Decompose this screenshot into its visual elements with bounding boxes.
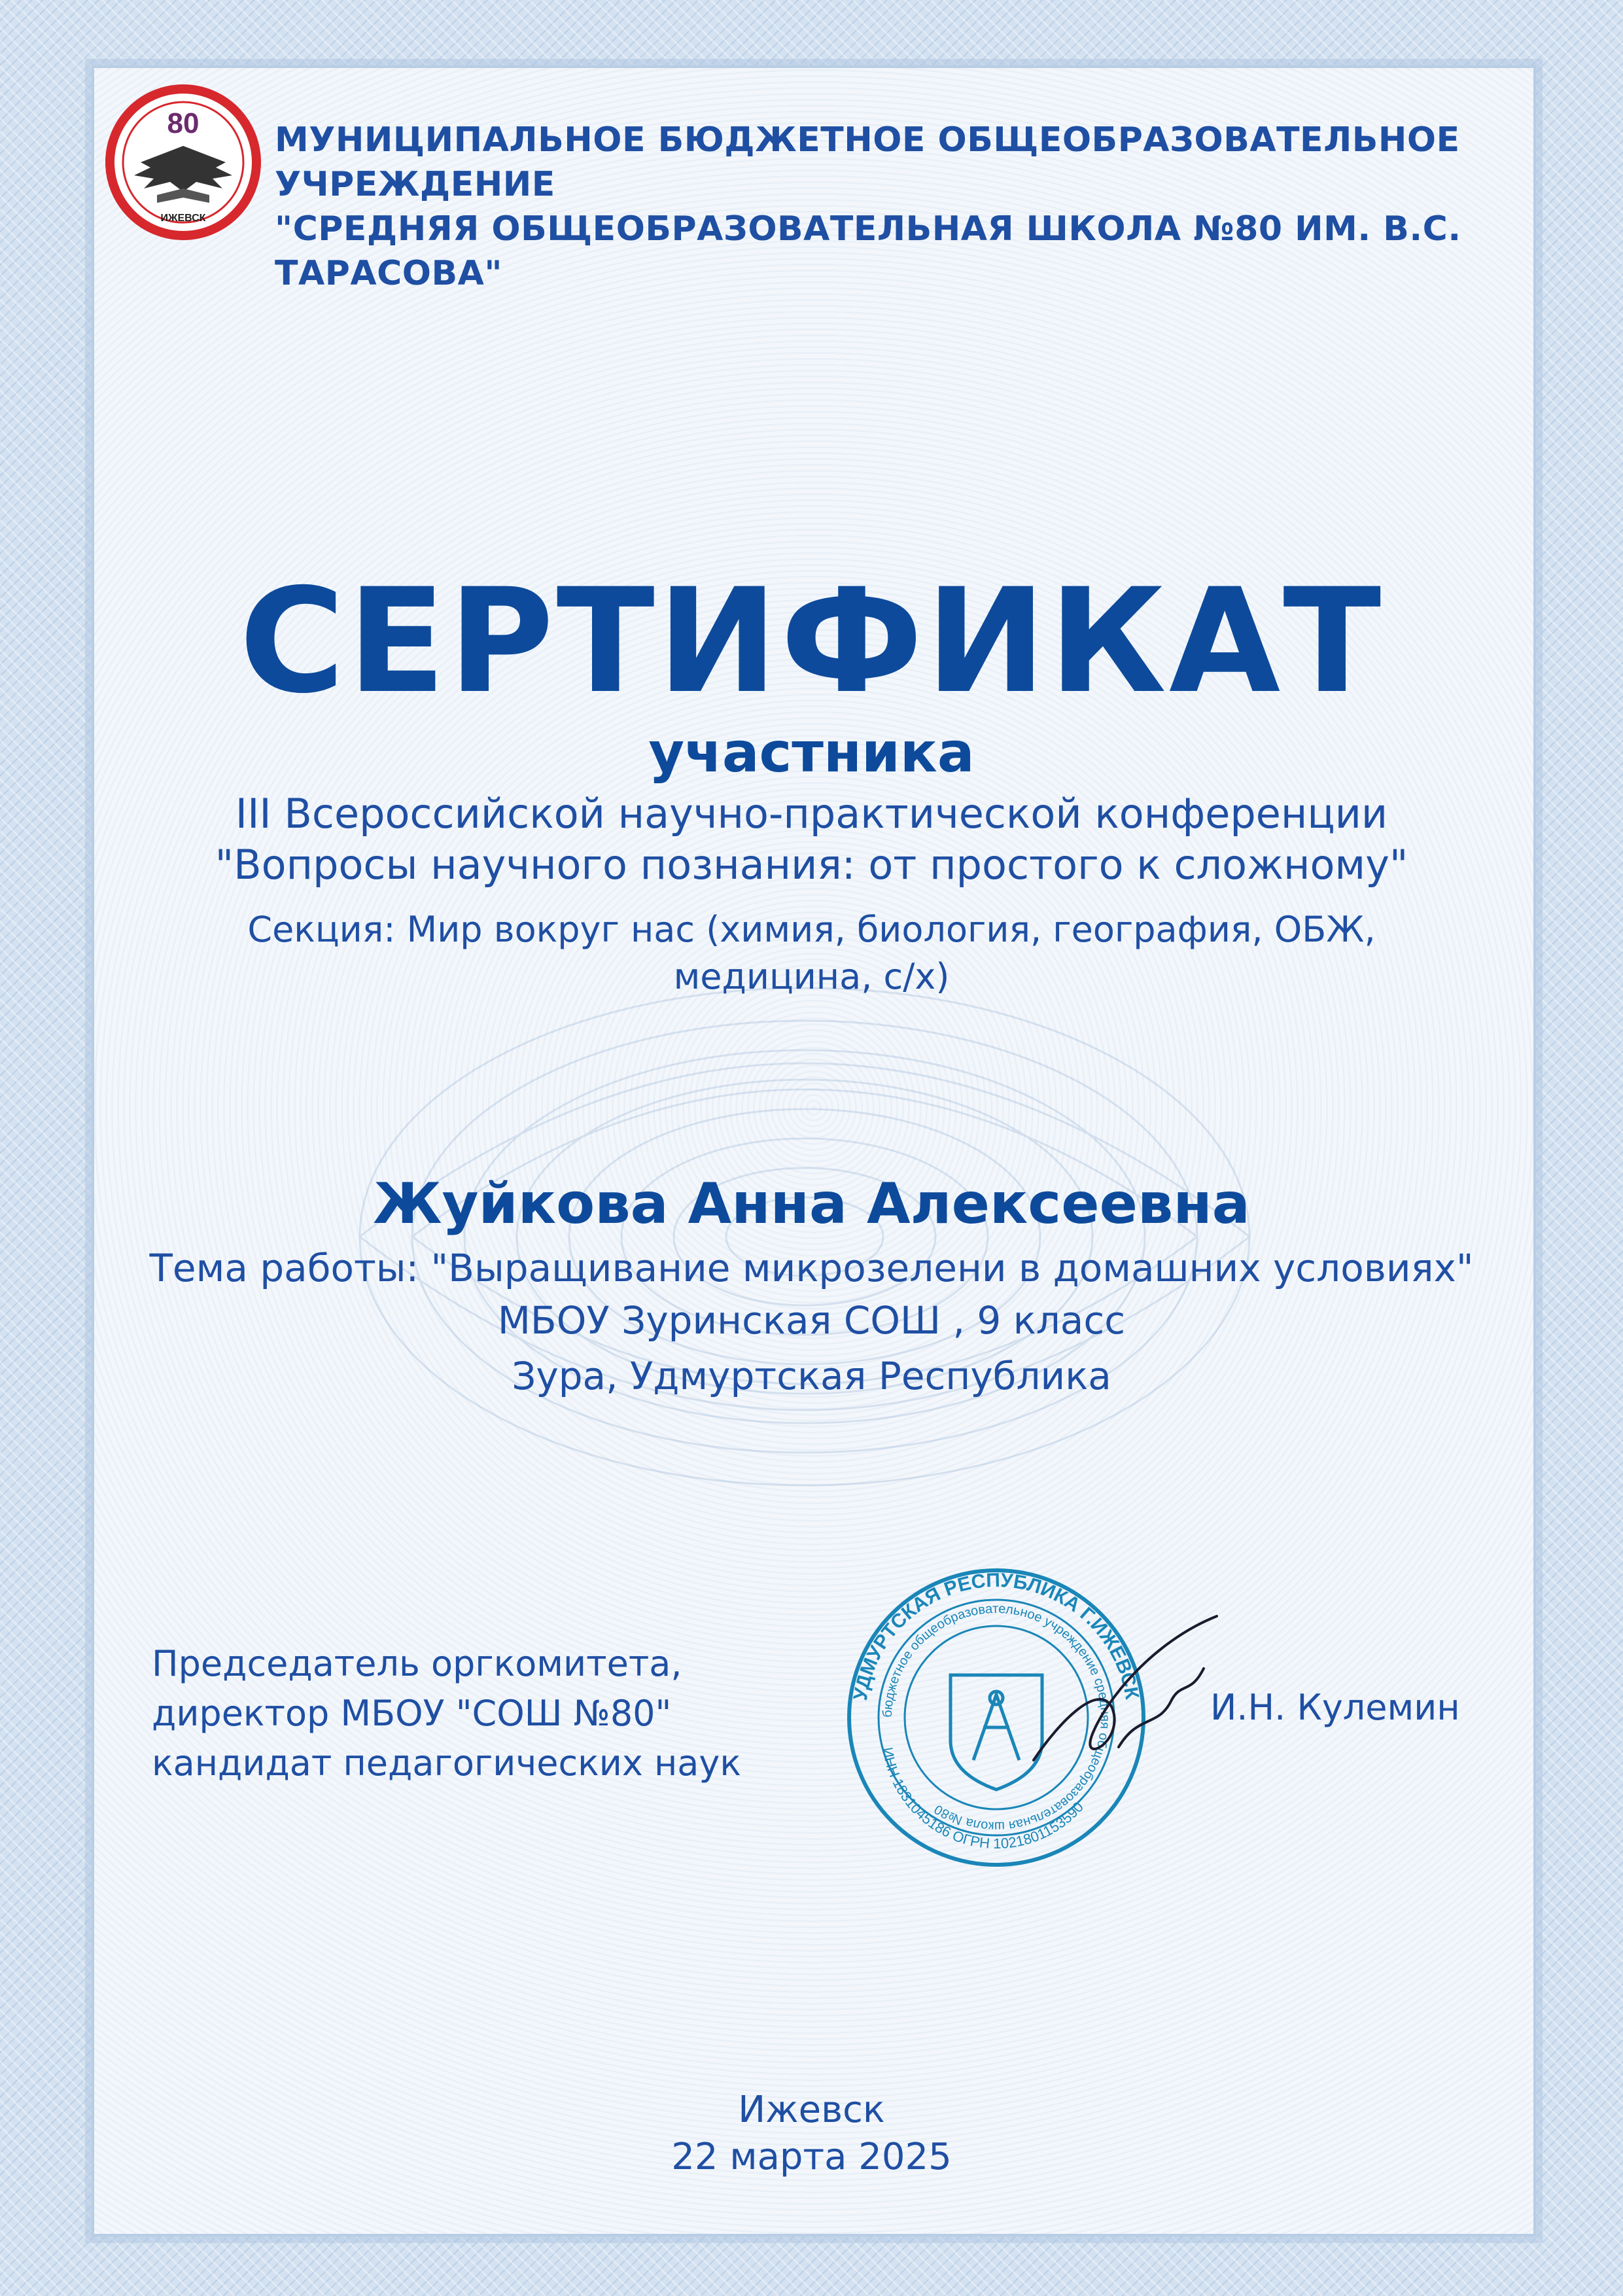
issue-date: 22 марта 2025 [671,2136,952,2178]
signatory-line-3: кандидат педагогических наук [152,1742,741,1784]
certificate-title: СЕРТИФИКАТ [239,557,1384,725]
signatory-line-2: директор МБОУ "СОШ №80" [152,1693,672,1734]
participant-topic: Тема работы: "Выращивание микрозелени в домашних условиях" [149,1246,1474,1290]
conference-section [144,906,1479,1000]
signatory-title [152,1639,871,1788]
signature [1021,1603,1230,1799]
stamp-inner-text: бюджетное общеобразовательное учреждение средняя общеобразовательная школа №80 [880,1601,1113,1834]
stamp-bottom-text: ИНН 1831045186 ОГРН 1021801153590 [879,1746,1087,1852]
section-line-1: Секция: Мир вокруг нас (химия, биология, география, ОБЖ, [247,909,1376,950]
issue-city: Ижевск [738,2089,885,2131]
certificate-subtitle: участника [648,720,975,785]
conference-line-2: "Вопросы научного познания: от простого к сложному" [215,841,1408,889]
school-logo [105,84,262,241]
participant-place: Зура, Удмуртская Республика [512,1354,1111,1398]
signatory-line-1: Председатель оргкомитета, [152,1643,682,1684]
school-header [275,118,1518,296]
conference-info [0,788,1623,891]
participant-name: Жуйкова Анна Алексеевна [373,1171,1250,1237]
participant-school: МБОУ Зуринская СОШ , 9 класс [497,1298,1126,1343]
header-line-2: "СРЕДНЯЯ ОБЩЕОБРАЗОВАТЕЛЬНАЯ ШКОЛА №80 ИМ. В.С. ТАРАСОВА" [275,209,1461,293]
conference-line-1: III Всероссийской научно-практической конференции [235,790,1388,838]
signatory-name: И.Н. Кулемин [1210,1687,1460,1728]
logo-number: 80 [167,107,200,139]
section-line-2: медицина, с/х) [673,956,950,997]
header-line-1: МУНИЦИПАЛЬНОЕ БЮДЖЕТНОЕ ОБЩЕОБРАЗОВАТЕЛЬНОЕ УЧРЕЖДЕНИЕ [275,120,1460,204]
stamp-outer-text: УДМУРТСКАЯ РЕСПУБЛИКА Г.ИЖЕВСК [849,1569,1143,1703]
logo-city: ИЖЕВСК [160,213,206,224]
